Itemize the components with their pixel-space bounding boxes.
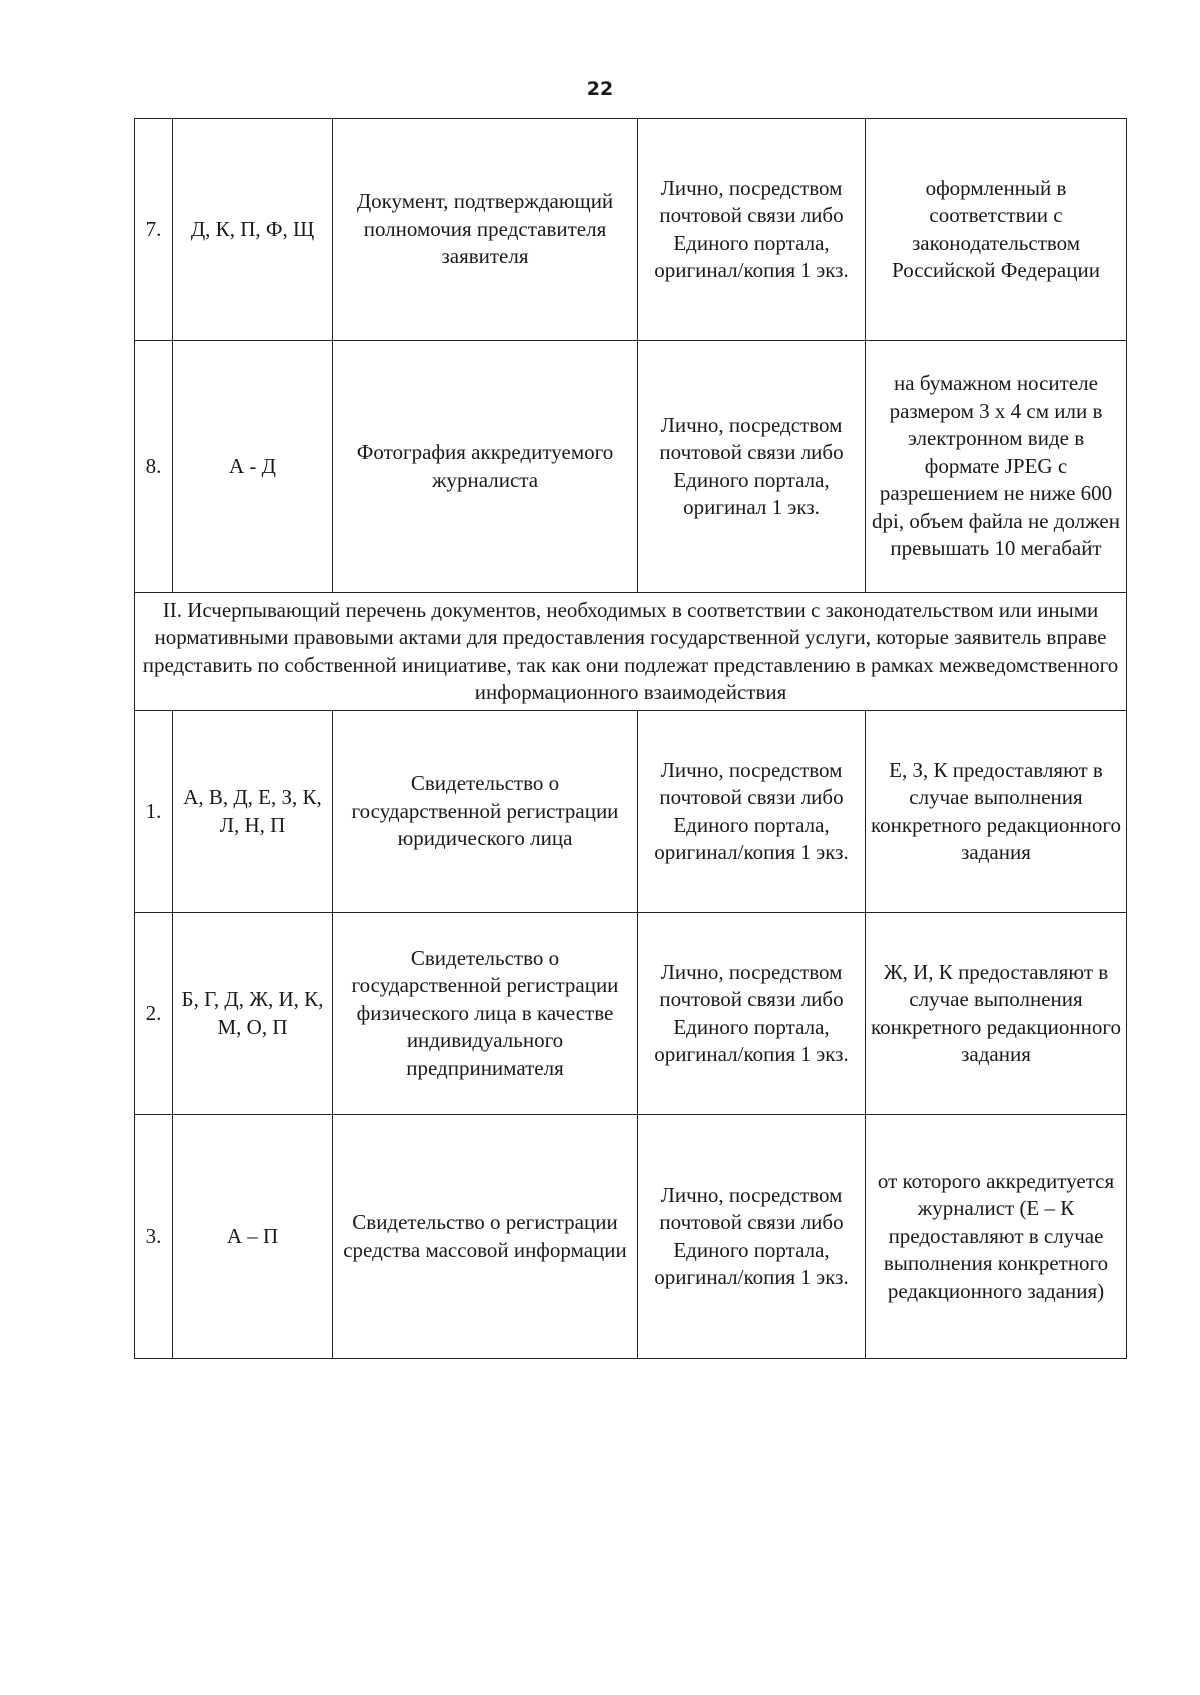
submission-method: Лично, посредством почтовой связи либо Единого портала, оригинал/копия 1 экз.: [638, 1115, 866, 1359]
applicant-codes: Б, Г, Д, Ж, И, К, М, О, П: [173, 913, 333, 1115]
table-row: [135, 913, 1127, 1115]
applicant-codes: А – П: [173, 1115, 333, 1359]
row-number: 2.: [135, 913, 173, 1115]
section-heading: II. Исчерпывающий перечень документов, необходимых в соответствии с законодательством или иными нормативными правовыми актами для предоставления государственной услуги, которые заявитель вправе представить по собственной инициативе, так как они подлежат представлению в рамках межведомственного информационного взаимодействия: [135, 593, 1127, 711]
table-row: [135, 1115, 1127, 1359]
notes: на бумажном носителе размером 3 х 4 см или в электронном виде в формате JPEG с разрешением не ниже 600 dpi, объем файла не должен превышать 10 мегабайт: [866, 341, 1127, 593]
documents-table: [134, 118, 1127, 1359]
row-number: 8.: [135, 341, 173, 593]
row-number: 7.: [135, 119, 173, 341]
table-row: [135, 341, 1127, 593]
notes: оформленный в соответствии с законодательством Российской Федерации: [866, 119, 1127, 341]
submission-method: Лично, посредством почтовой связи либо Единого портала, оригинал 1 экз.: [638, 341, 866, 593]
document-name: Свидетельство о государственной регистрации физического лица в качестве индивидуального предпринимателя: [333, 913, 638, 1115]
document-name: Свидетельство о регистрации средства массовой информации: [333, 1115, 638, 1359]
applicant-codes: Д, К, П, Ф, Щ: [173, 119, 333, 341]
document-name: Документ, подтверждающий полномочия представителя заявителя: [333, 119, 638, 341]
applicant-codes: А - Д: [173, 341, 333, 593]
notes: Ж, И, К предоставляют в случае выполнения конкретного редакционного задания: [866, 913, 1127, 1115]
submission-method: Лично, посредством почтовой связи либо Единого портала, оригинал/копия 1 экз.: [638, 913, 866, 1115]
table-row: [135, 119, 1127, 341]
table-row: [135, 711, 1127, 913]
submission-method: Лично, посредством почтовой связи либо Единого портала, оригинал/копия 1 экз.: [638, 711, 866, 913]
page-number: 22: [586, 78, 614, 100]
section-heading-row: [135, 593, 1127, 711]
notes: Е, З, К предоставляют в случае выполнения конкретного редакционного задания: [866, 711, 1127, 913]
submission-method: Лично, посредством почтовой связи либо Единого портала, оригинал/копия 1 экз.: [638, 119, 866, 341]
row-number: 3.: [135, 1115, 173, 1359]
notes: от которого аккредитуется журналист (Е – К предоставляют в случае выполнения конкретного редакционного задания): [866, 1115, 1127, 1359]
document-name: Свидетельство о государственной регистрации юридического лица: [333, 711, 638, 913]
document-name: Фотография аккредитуемого журналиста: [333, 341, 638, 593]
applicant-codes: А, В, Д, Е, З, К, Л, Н, П: [173, 711, 333, 913]
row-number: 1.: [135, 711, 173, 913]
